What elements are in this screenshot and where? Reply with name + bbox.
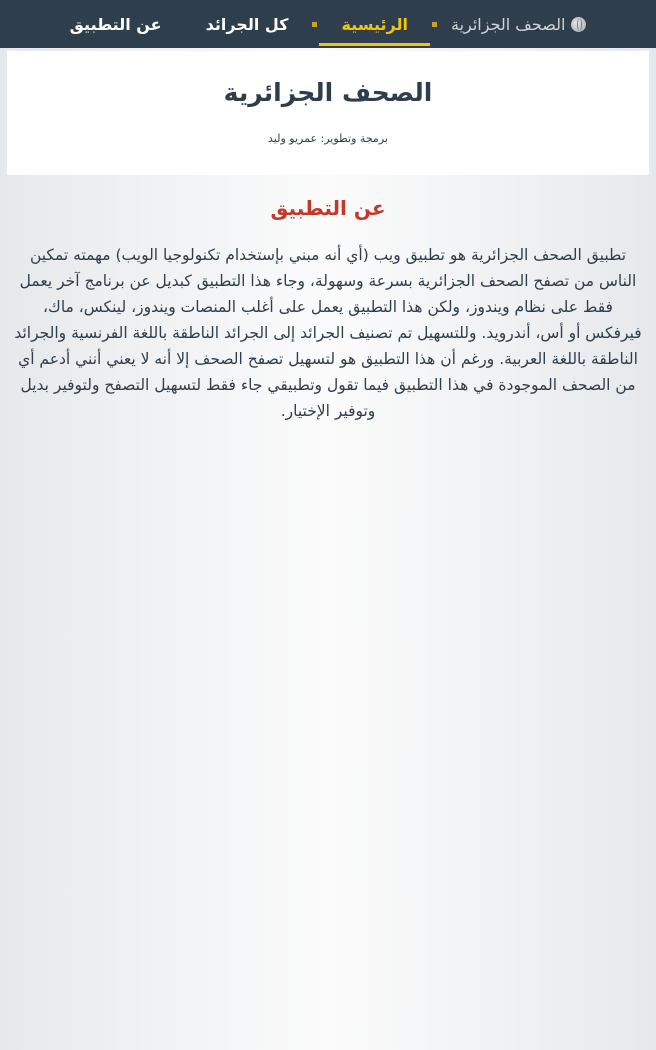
about-body: تطبيق الصحف الجزائرية هو تطبيق ويب (أي أنه مبني بإستخدام تكنولوجيا الويب) مهمته تمكين الناس من تصفح الصحف الجزائرية بسرعة وسهولة، وجاء هذا التطبيق كبديل عن برنامج آخر يعمل فقط على نظام ويندوز، ولكن هذا التطبيق يعمل على أغلب المنصات ويندوز، لينكس، ماك، فيرفكس أو أس، أندرويد. وللتسهيل تم تصنيف الجرائد إلى الجرائد الناطقة باللغة الفرنسية والجرائد الناطقة باللغة العربية. ورغم أن هذا التطبيق هو لتسهيل تصفح الصحف إلا أنه لا يعني أنني أدعم أي من الصحف الموجودة في هذا التطبيق فيما تقول وتطبيقي جاء فقط لتسهيل التصفح ولتوفير بديل وتوفير الإختيار. [14, 246, 642, 420]
nav-home[interactable] [319, 0, 430, 48]
about-title: عن التطبيق [270, 196, 386, 220]
about-section [0, 196, 656, 424]
nav-home-label: الرئيسية [341, 14, 408, 34]
page-title: الصحف الجزائرية [223, 78, 433, 107]
developer-credit: برمجة وتطوير: عمريو وليد [268, 132, 388, 145]
nav-all-papers[interactable] [184, 0, 311, 48]
nav-about-label: عن التطبيق [69, 14, 162, 34]
nav-all-papers-label: كل الجرائد [205, 14, 289, 34]
nav-separator [312, 22, 317, 27]
nav-brand[interactable] [439, 0, 608, 48]
nav-separator [432, 22, 437, 27]
nav-brand-label: الصحف الجزائرية [450, 14, 566, 34]
header-card [7, 51, 649, 175]
nav-about[interactable] [48, 0, 184, 48]
globe-icon [571, 17, 586, 32]
top-navbar [0, 0, 656, 48]
